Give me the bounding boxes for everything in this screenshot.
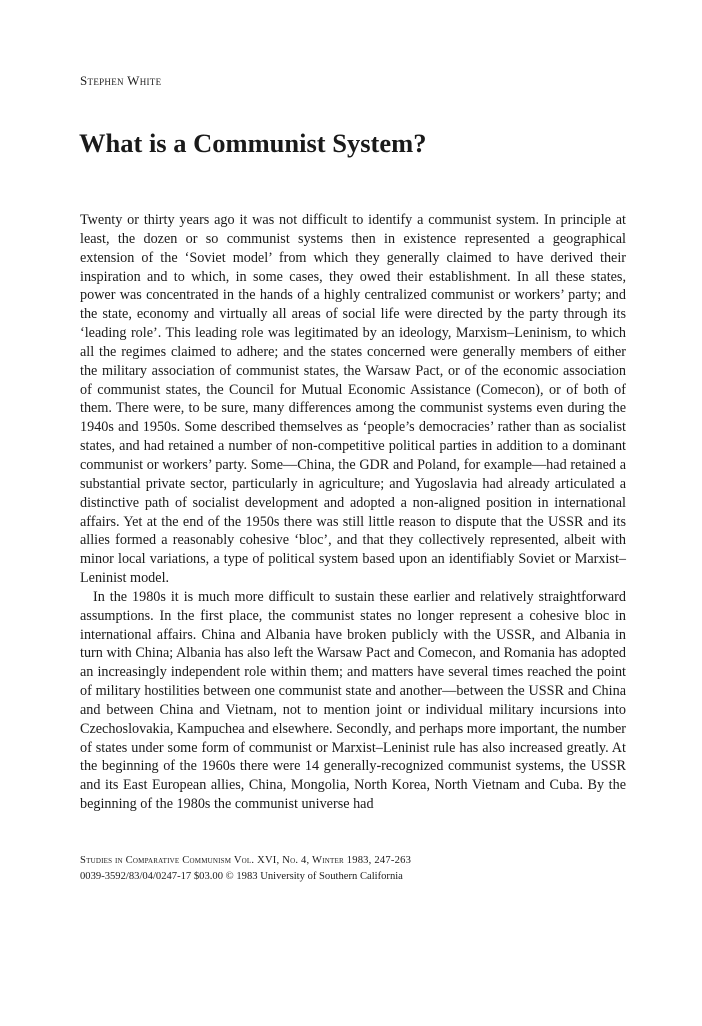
- article-body: [80, 211, 626, 814]
- copyright-line: 0039-3592/83/04/0247-17 $03.00 © 1983 University of Southern California: [80, 871, 403, 882]
- body-paragraph-1: Twenty or thirty years ago it was not difficult to identify a communist system. In principle at least, the dozen or so communist systems then in existence represented a geographical extension of the ‘Soviet model’ from which they generally claimed to have derived their inspiration and to which, in some cases, they owed their establishment. In all these states, power was concentrated in the hands of a highly centralized communist or workers’ party; and the state, economy and virtually all areas of social life were directed by the party through its ‘leading role’. This leading role was legitimated by an ideology, Marxism–Leninism, to which all the regimes claimed to adhere; and the states concerned were generally members of either the military association of communist states, the Warsaw Pact, or of the economic association of communist states, the Council for Mutual Economic Assistance (Comecon), or of both of them. There were, to be sure, many differences among the communist systems even during the 1940s and 1950s. Some described themselves as ‘people’s democracies’ rather than as socialist states, and had retained a number of non-competitive political parties in addition to a dominant communist or workers’ party. Some—China, the GDR and Poland, for example—had retained a substantial private sector, particularly in agriculture; and Yugoslavia had already articulated a distinctive path of socialist development and adopted a non-aligned position in international affairs. Yet at the end of the 1950s there was still little reason to dispute that the USSR and its allies formed a reasonably cohesive ‘bloc’, and that they collectively represented, albeit with minor local variations, a type of political system based upon an identifiably Soviet or Marxist–Leninist model.: [80, 212, 626, 587]
- article-title: What is a Communist System?: [79, 128, 427, 158]
- author-name: Stephen White: [80, 73, 162, 88]
- body-paragraph-2: In the 1980s it is much more difficult to sustain these earlier and relatively straightforward assumptions. In the first place, the communist states no longer represent a cohesive bloc in international affairs. China and Albania have broken publicly with the USSR, and Albania in turn with China; Albania has also left the Warsaw Pact and Comecon, and Romania has adopted an increasingly independent role within them; and matters have several times reached the point of military hostilities between one communist state and another—between the USSR and China and between China and Vietnam, not to mention joint or individual military incursions into Czechoslovakia, Kampuchea and elsewhere. Secondly, and perhaps more important, the number of states under some form of communist or Marxist–Leninist rule has also increased greatly. At the beginning of the 1960s there were 14 generally-recognized communist systems, the USSR and its East European allies, China, Mongolia, North Korea, North Vietnam and Cuba. By the beginning of the 1980s the communist universe had: [80, 588, 626, 813]
- page-footer: [80, 853, 626, 885]
- journal-citation: Studies in Comparative Communism Vol. XVI, No. 4, Winter 1983, 247-263: [80, 855, 412, 866]
